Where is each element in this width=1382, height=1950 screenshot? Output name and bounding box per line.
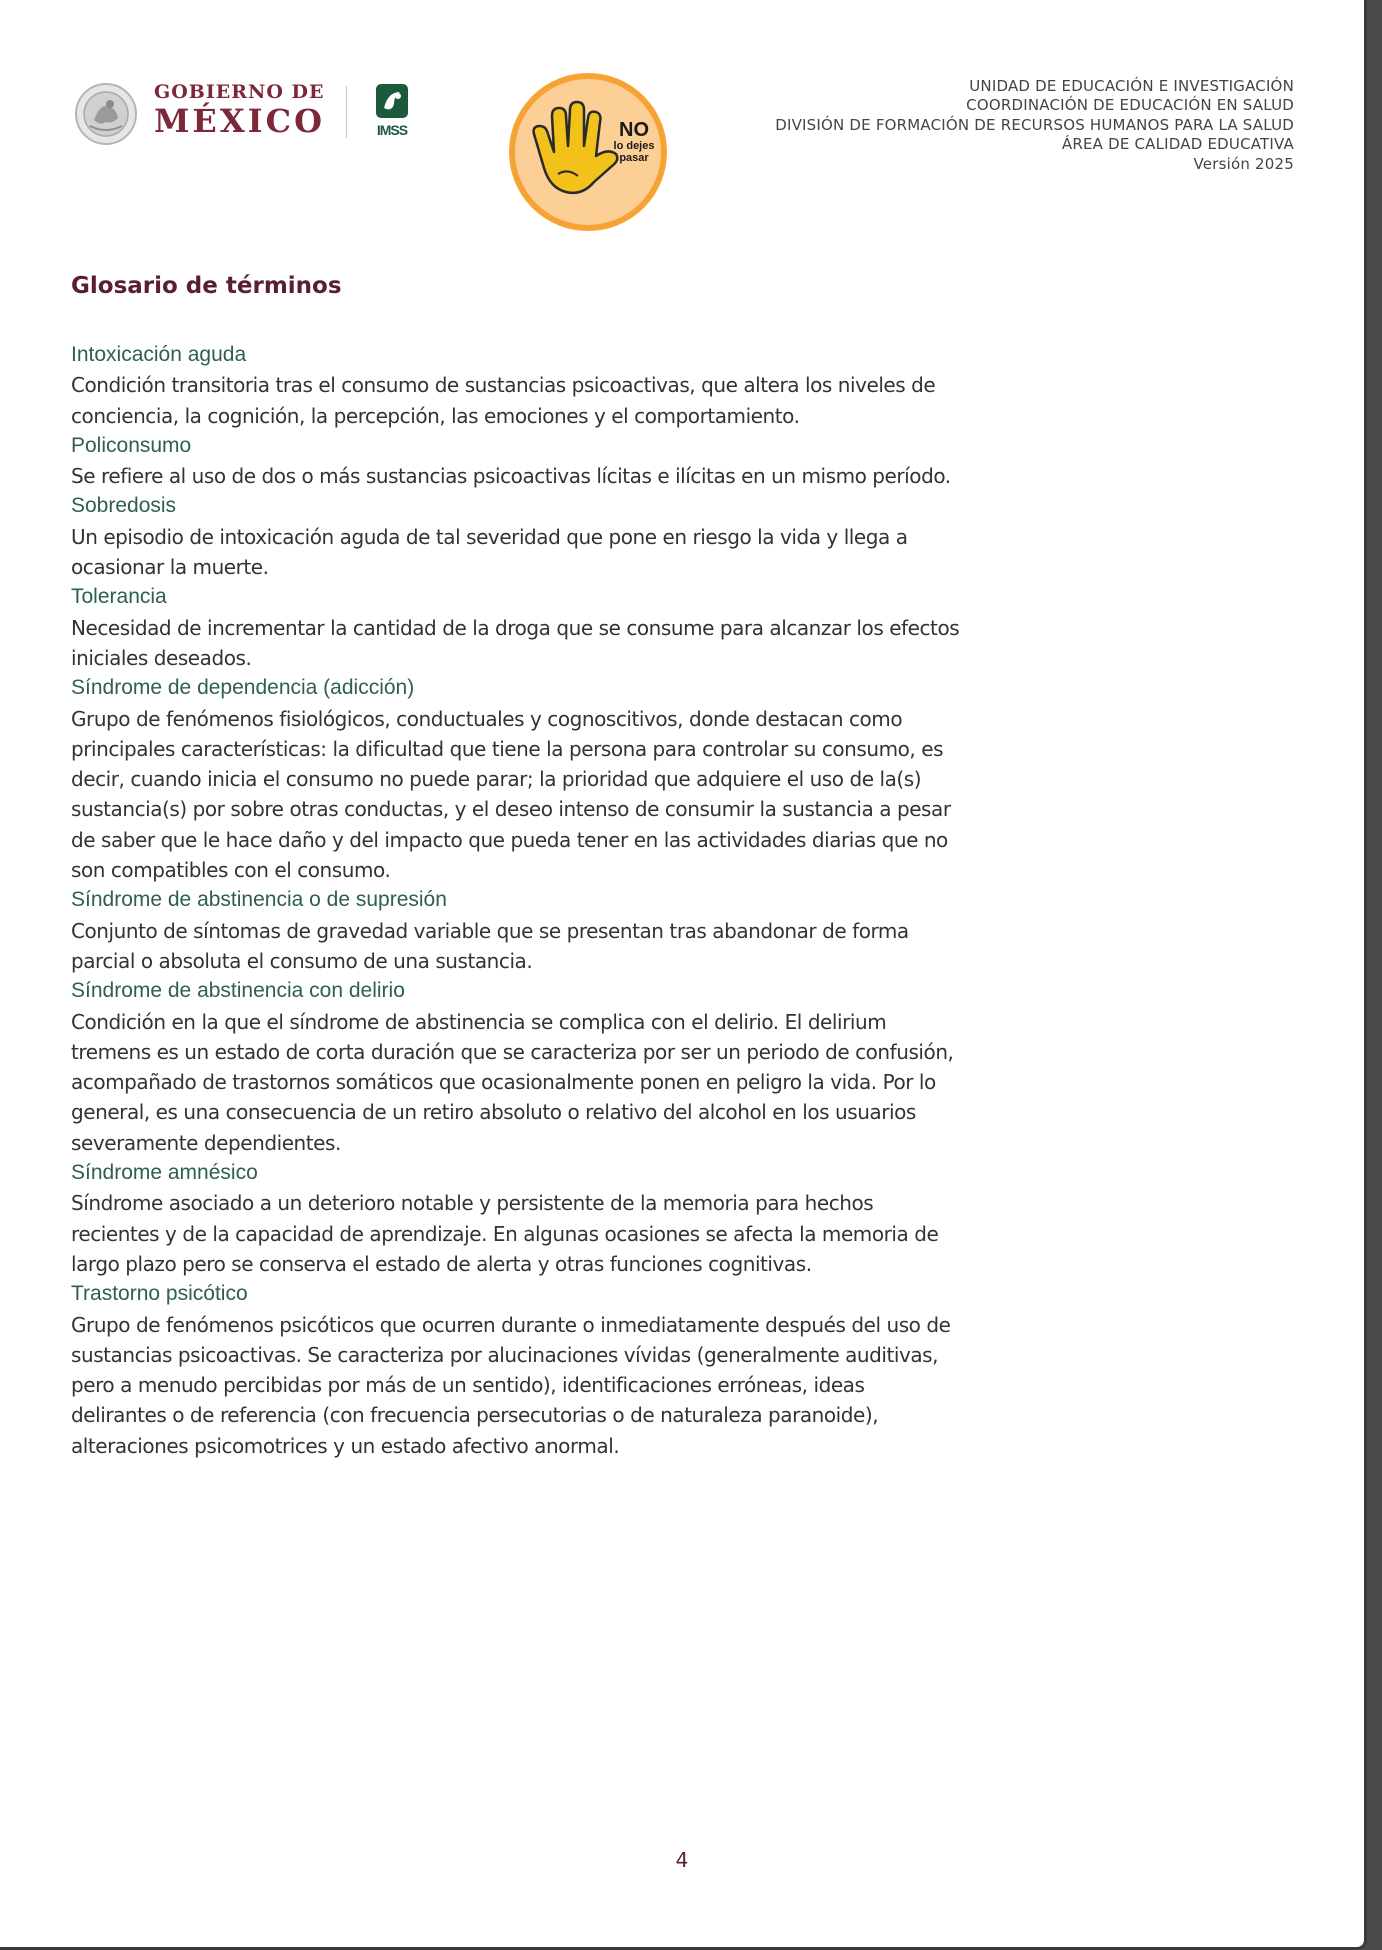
- glossary-term: Sobredosis: [71, 494, 177, 518]
- glossary-definition: Condición transitoria tras el consumo de sustancias psicoactivas, que altera los niveles de conciencia, la cognición, la percepción, las emociones y el comportamiento.: [71, 373, 936, 428]
- imss-logo: [368, 82, 416, 140]
- glossary-definition: Un episodio de intoxicación aguda de tal severidad que pone en riesgo la vida y llega a ocasionar la muerte.: [71, 524, 908, 580]
- logo-divider: [346, 86, 347, 138]
- institution-line: ÁREA DE CALIDAD EDUCATIVA: [1061, 135, 1294, 154]
- glossary-entry: [71, 885, 961, 976]
- page-title: Glosario de términos: [71, 273, 342, 299]
- glossary-definition: Grupo de fenómenos psicóticos que ocurren durante o inmediatamente después del uso de sustancias psicoactivas. Se caracteriza por alucinaciones vívidas (generalmente auditivas, pero a menudo percibidas por más de un sentido), identificaciones erróneas, ideas delirantes o de referencia (con frecuencia persecutorias o de naturaleza paranoide), alteraciones psicomotrices y un estado afectivo anormal.: [71, 1312, 951, 1458]
- glossary-term: Intoxicación aguda: [71, 343, 247, 366]
- glossary-entry: [71, 976, 961, 1158]
- glossary-entry: [71, 491, 961, 582]
- version-label: Versión 2025: [1193, 154, 1294, 173]
- glossary-term: Síndrome de dependencia (adicción): [71, 676, 415, 700]
- glossary-term: Síndrome amnésico: [71, 1161, 258, 1185]
- glossary-definition: Se refiere al uso de dos o más sustancias psicoactivas lícitas e ilícitas en un mismo período.: [71, 464, 951, 489]
- glossary-term: Síndrome de abstinencia con delirio: [71, 979, 405, 1003]
- glossary-entry: [71, 1279, 961, 1461]
- glossary-definition: Grupo de fenómenos fisiológicos, conductuales y cognoscitivos, donde destacan como principales características: la dificultad que tiene la persona para controlar su consumo, es decir, cuando inicia el consumo no puede parar; la prioridad que adquiere el uso de la(s) sustancia(s) por sobre otras conductas, y el deseo intenso de consumir la sustancia a pesar de saber que le hace daño y del impacto que pueda tener en las actividades diarias que no son compatibles con el consumo.: [71, 706, 951, 883]
- institution-line: COORDINACIÓN DE EDUCACIÓN EN SALUD: [966, 96, 1294, 115]
- institution-block: [775, 77, 1294, 174]
- badge-line-2: lo dejes: [613, 140, 655, 152]
- logo-line-1: GOBIERNO DE: [154, 81, 325, 103]
- glossary-entry: [71, 1158, 961, 1279]
- glossary-entry: [71, 431, 961, 492]
- glossary-term: Trastorno psicótico: [71, 1282, 248, 1306]
- glossary-definition: Condición en la que el síndrome de abstinencia se complica con el delirio. El delirium tremens es un estado de corta duración que se caracteriza por ser un periodo de confusión, acompañado de trastornos somáticos que ocasionalmente ponen en peligro la vida. Por lo general, es una consecuencia de un retiro absoluto o relativo del alcohol en los usuarios severamente dependientes.: [71, 1009, 954, 1155]
- institution-line: UNIDAD DE EDUCACIÓN E INVESTIGACIÓN: [969, 77, 1294, 95]
- badge-line-3: pasar: [619, 152, 649, 164]
- glossary-term: Síndrome de abstinencia o de supresión: [71, 888, 447, 912]
- page-number: 4: [675, 1848, 689, 1872]
- glossary-term: Tolerancia: [71, 585, 167, 609]
- glossary-entry: [71, 340, 961, 431]
- gobierno-de-mexico-logo: [70, 80, 330, 150]
- badge-subtext: [600, 140, 668, 164]
- glossary-definition: Síndrome asociado a un deterioro notable y persistente de la memoria para hechos recientes y de la capacidad de aprendizaje. En algunas ocasiones se afecta la memoria de largo plazo pero se conserva el estado de alerta y otras funciones cognitivas.: [71, 1191, 939, 1276]
- national-seal-icon: [70, 82, 142, 146]
- glossary-definition: Conjunto de síntomas de gravedad variable que se presentan tras abandonar de forma parcial o absoluta el consumo de una sustancia.: [71, 918, 909, 973]
- imss-emblem-icon: [368, 82, 416, 122]
- glossary-entry: [71, 582, 961, 673]
- glossary-entry: [71, 673, 961, 885]
- imss-label: IMSS: [376, 122, 408, 138]
- glossary-content: [71, 268, 961, 1461]
- badge-no-text: NO: [619, 119, 649, 141]
- institution-line: DIVISIÓN DE FORMACIÓN DE RECURSOS HUMANOS PARA LA SALUD: [775, 115, 1294, 134]
- logo-line-2: MÉXICO: [154, 102, 325, 140]
- glossary-term: Policonsumo: [71, 433, 192, 457]
- glossary-definition: Necesidad de incrementar la cantidad de la droga que se consume para alcanzar los efectos iniciales deseados.: [71, 615, 960, 670]
- page-header: [0, 0, 1364, 240]
- no-lo-dejes-pasar-badge: [508, 72, 668, 232]
